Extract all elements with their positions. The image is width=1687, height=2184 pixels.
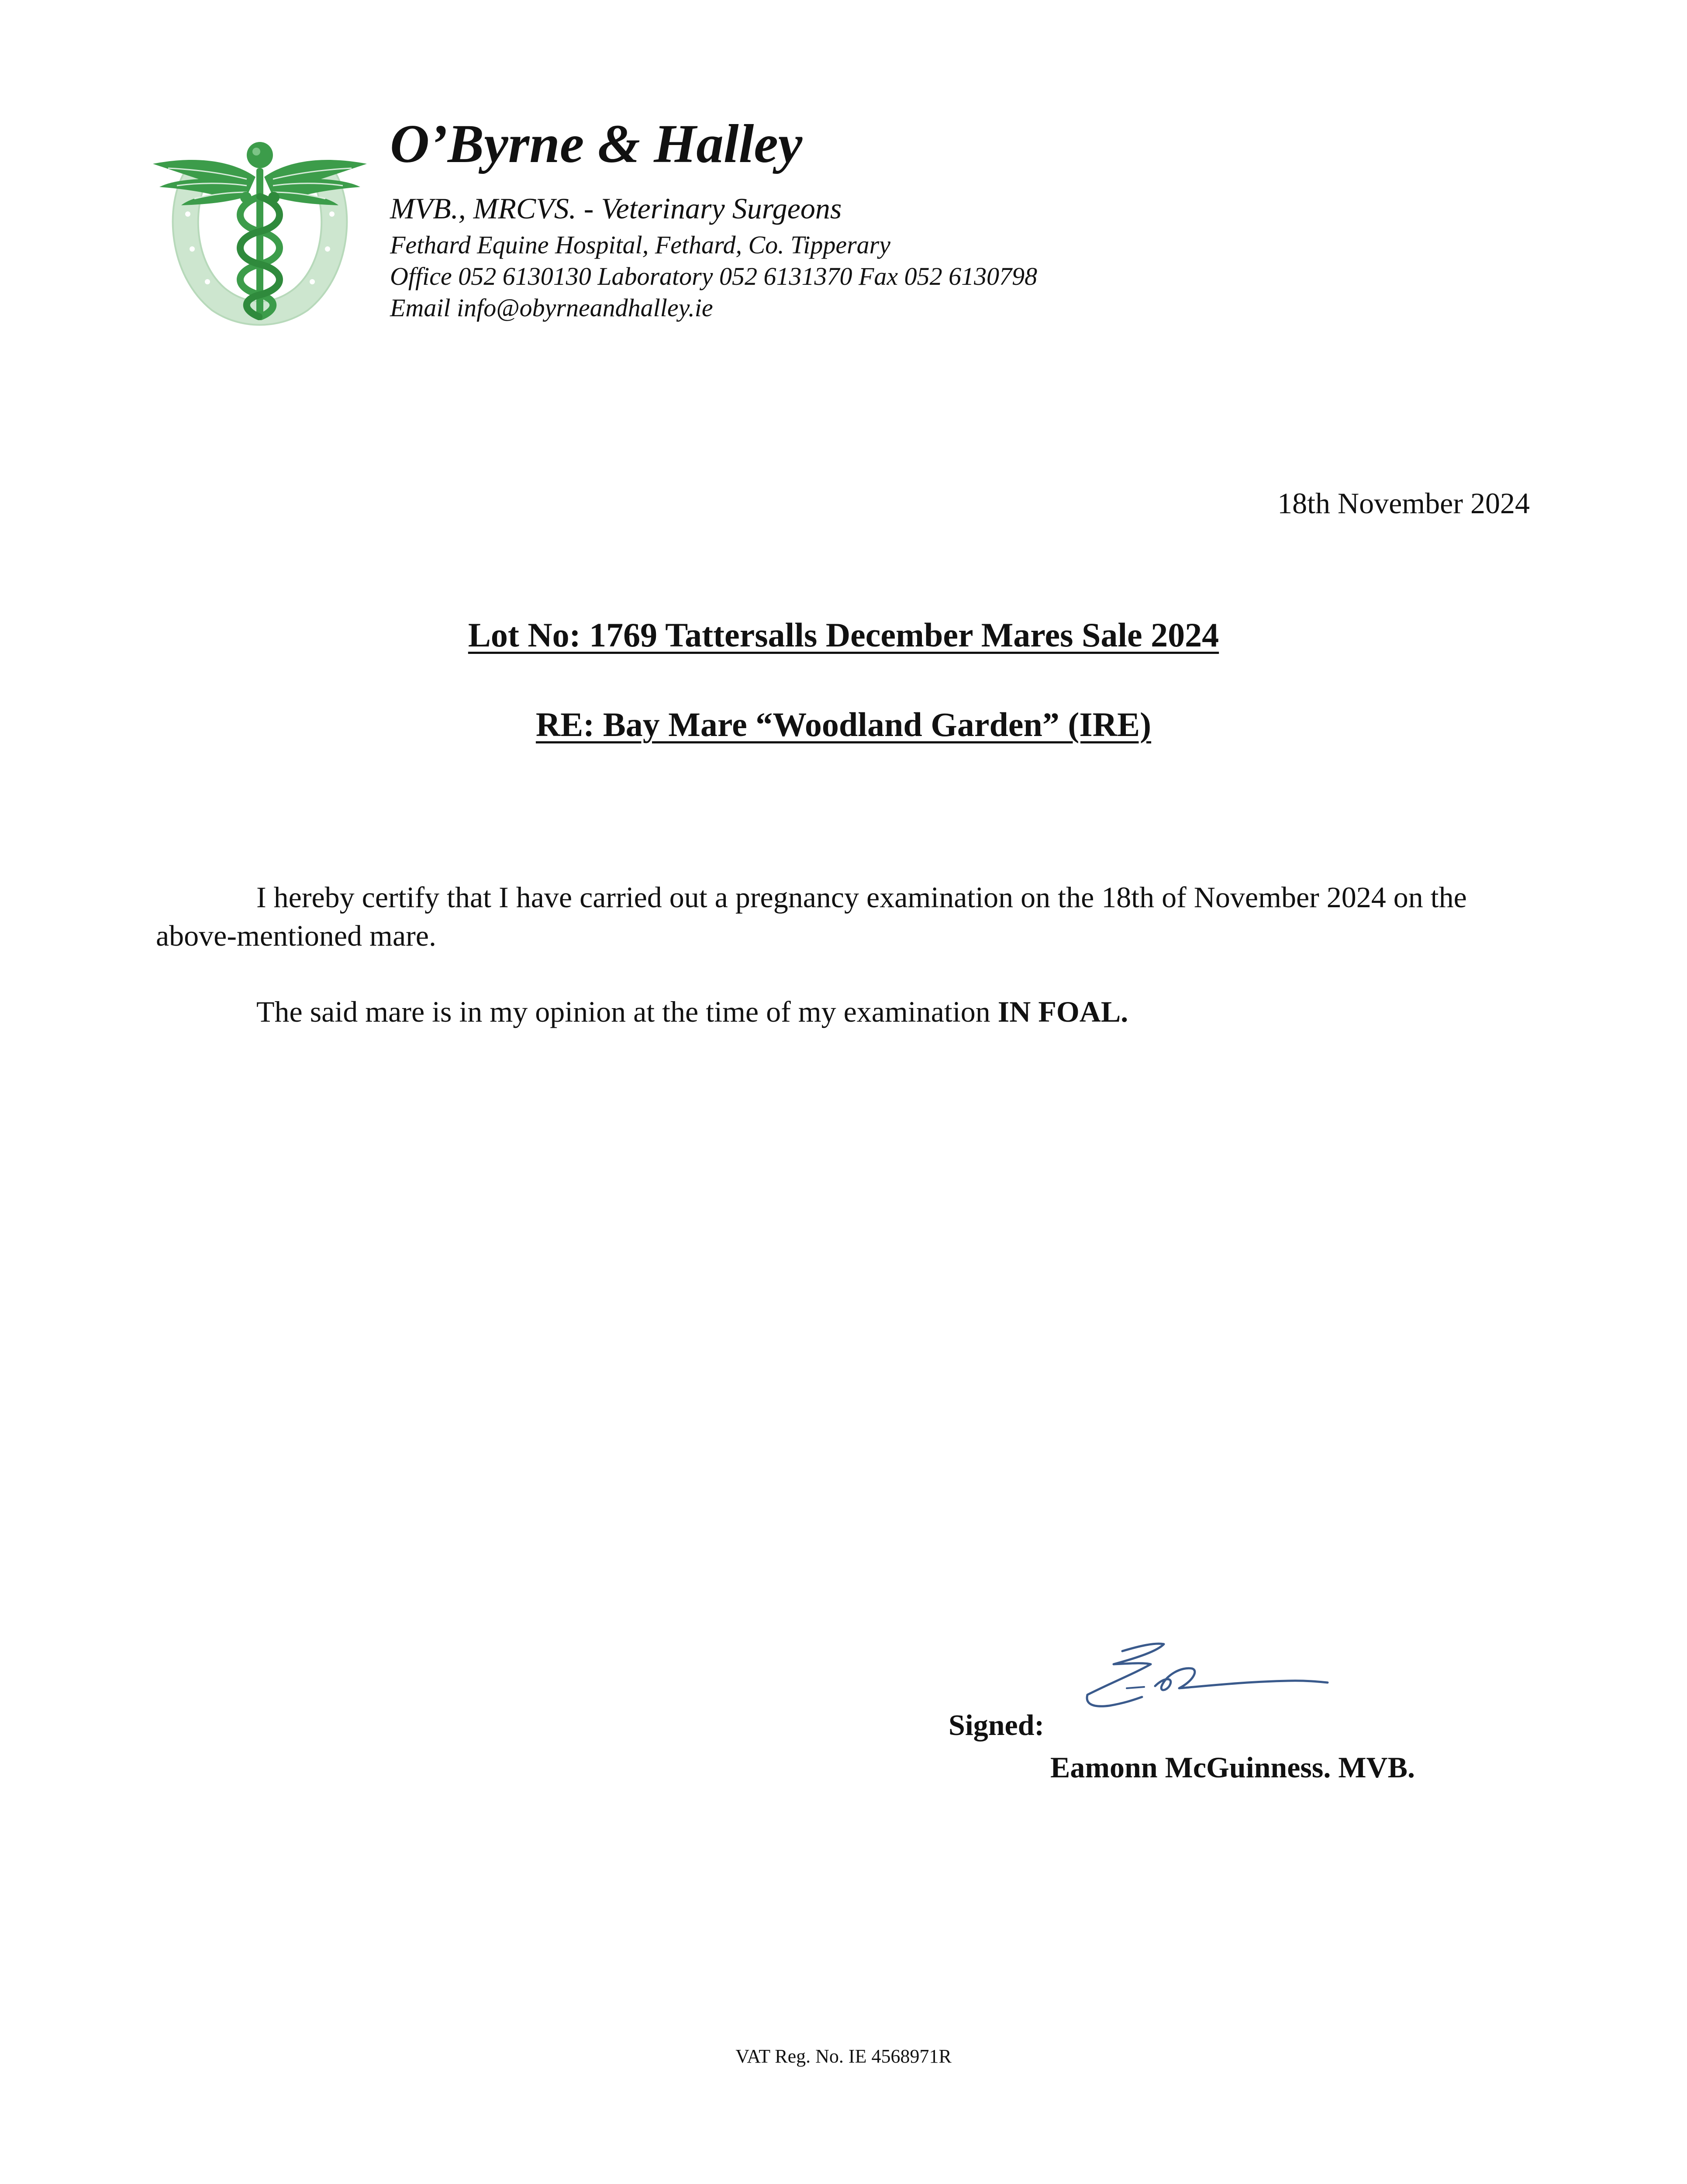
firm-name: O’Byrne & Halley [390,114,803,174]
signer-name: Eamonn McGuinness. MVB. [1050,1751,1415,1784]
opinion-text: The said mare is in my opinion at the time of my examination [256,995,998,1028]
handwritten-signature [1061,1634,1341,1738]
firm-contact-numbers: Office 052 6130130 Laboratory 052 6131370 Fax 052 6130798 [390,262,1038,290]
firm-subtitle: MVB., MRCVS. - Veterinary Surgeons [390,192,842,225]
vat-registration: VAT Reg. No. IE 4568971R [735,2046,952,2067]
firm-email: Email info@obyrneandhalley.ie [390,294,713,322]
certification-paragraph: I hereby certify that I have carried out a pregnancy examination on the 18th of November 2024 on the above-mentioned mare. [156,881,1467,952]
opinion-paragraph [156,992,1518,1031]
signed-label: Signed: [949,1708,1045,1742]
caduceus-horseshoe-logo [146,131,373,328]
lot-heading: Lot No: 1769 Tattersalls December Mares Sale 2024 [468,616,1219,654]
result-emphasis: IN FOAL. [997,995,1128,1028]
subject-heading: RE: Bay Mare “Woodland Garden” (IRE) [535,705,1152,743]
letter-date: 18th November 2024 [1277,487,1530,520]
firm-address: Fethard Equine Hospital, Fethard, Co. Tipperary [390,231,890,259]
